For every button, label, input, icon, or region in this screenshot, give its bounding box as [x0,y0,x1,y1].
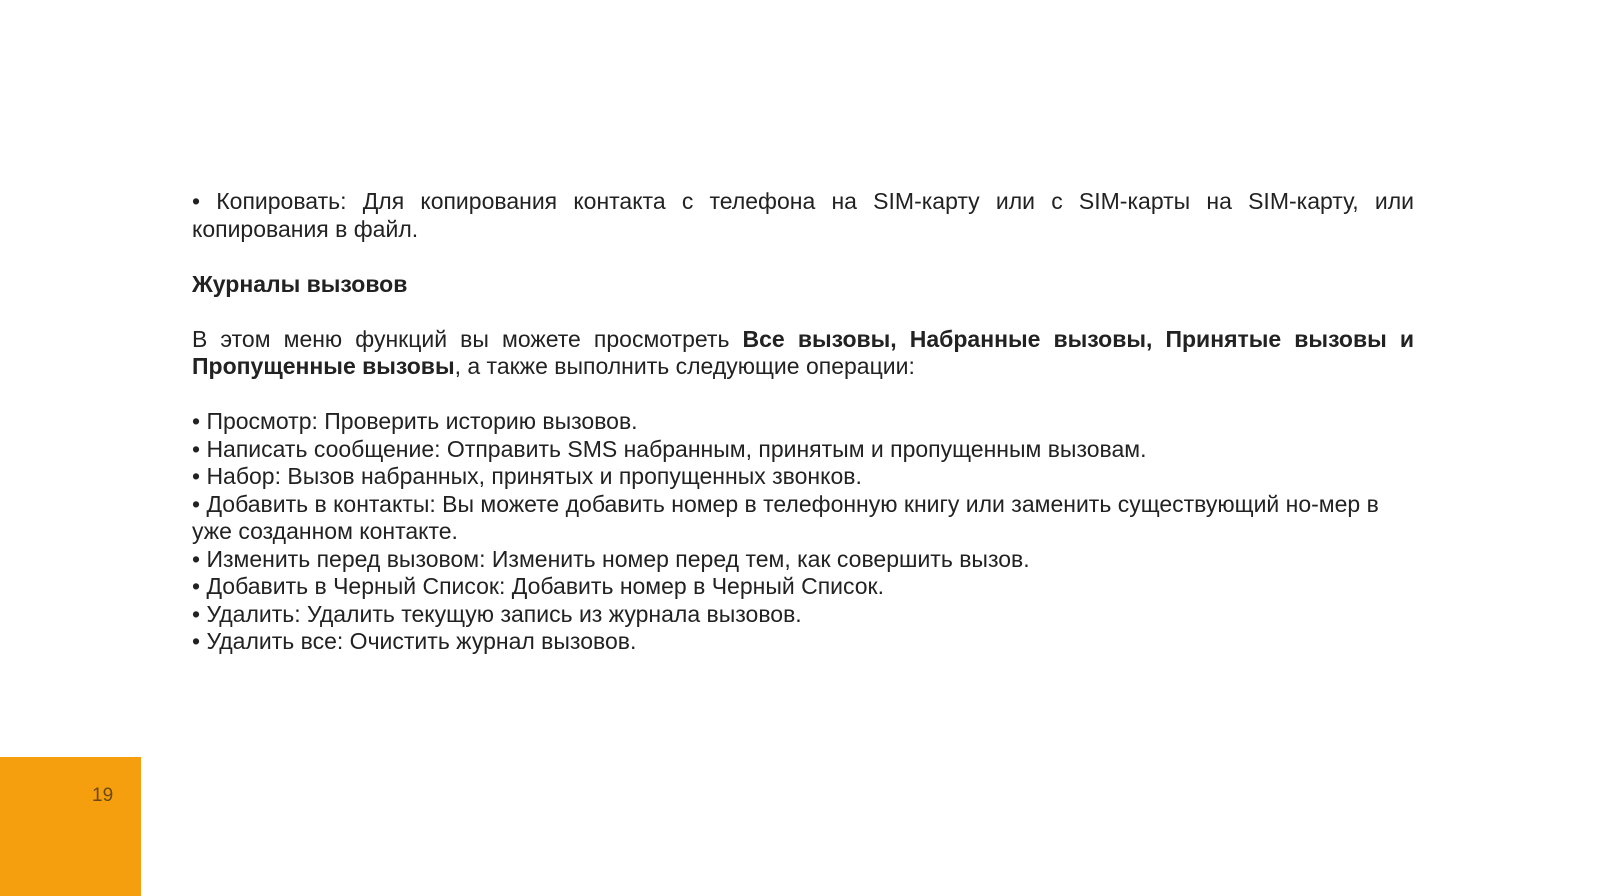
list-item: • Написать сообщение: Отправить SMS набранным, принятым и пропущенным вызовам. [192,435,1147,462]
intro-end: , а также выполнить следующие операции: [454,353,915,379]
page-number: 19 [92,785,114,806]
section-intro [192,326,1414,381]
spacer [192,381,1414,409]
list-item: • Добавить в контакты: Вы можете добавить номер в телефонную книгу или заменить существующий но-мер в уже созданном контакте. [192,490,1379,544]
list-item: • Удалить: Удалить текущую запись из журнала вызовов. [192,600,802,627]
list-item: • Изменить перед вызовом: Изменить номер перед тем, как совершить вызов. [192,545,1030,572]
section-heading: Журналы вызовов [192,270,408,297]
operations-list [192,408,1414,656]
list-item: • Удалить все: Очистить журнал вызовов. [192,628,637,654]
spacer [192,243,1414,271]
list-item: • Набор: Вызов набранных, принятых и пропущенных звонков. [192,463,862,489]
spacer [192,298,1414,326]
intro-start: В этом меню функций вы можете просмотреть [192,325,743,352]
copy-item-text: • Копировать: Для копирования контакта с телефона на SIM-карту или с SIM-карты на SIM-карту, или копирования в файл. [192,188,1414,242]
page-content [192,188,1414,656]
list-item: • Добавить в Черный Список: Добавить номер в Черный Список. [192,573,884,599]
intro-bold-call-types: Все вызовы, Набранные вызовы, Принятые вызовы [742,325,1387,352]
intro-bold-missed: Пропущенные вызовы [192,353,455,379]
list-item: • Просмотр: Проверить историю вызовов. [192,408,638,434]
page-number-tab [0,757,141,896]
intro-conjunction: и [1386,325,1414,352]
